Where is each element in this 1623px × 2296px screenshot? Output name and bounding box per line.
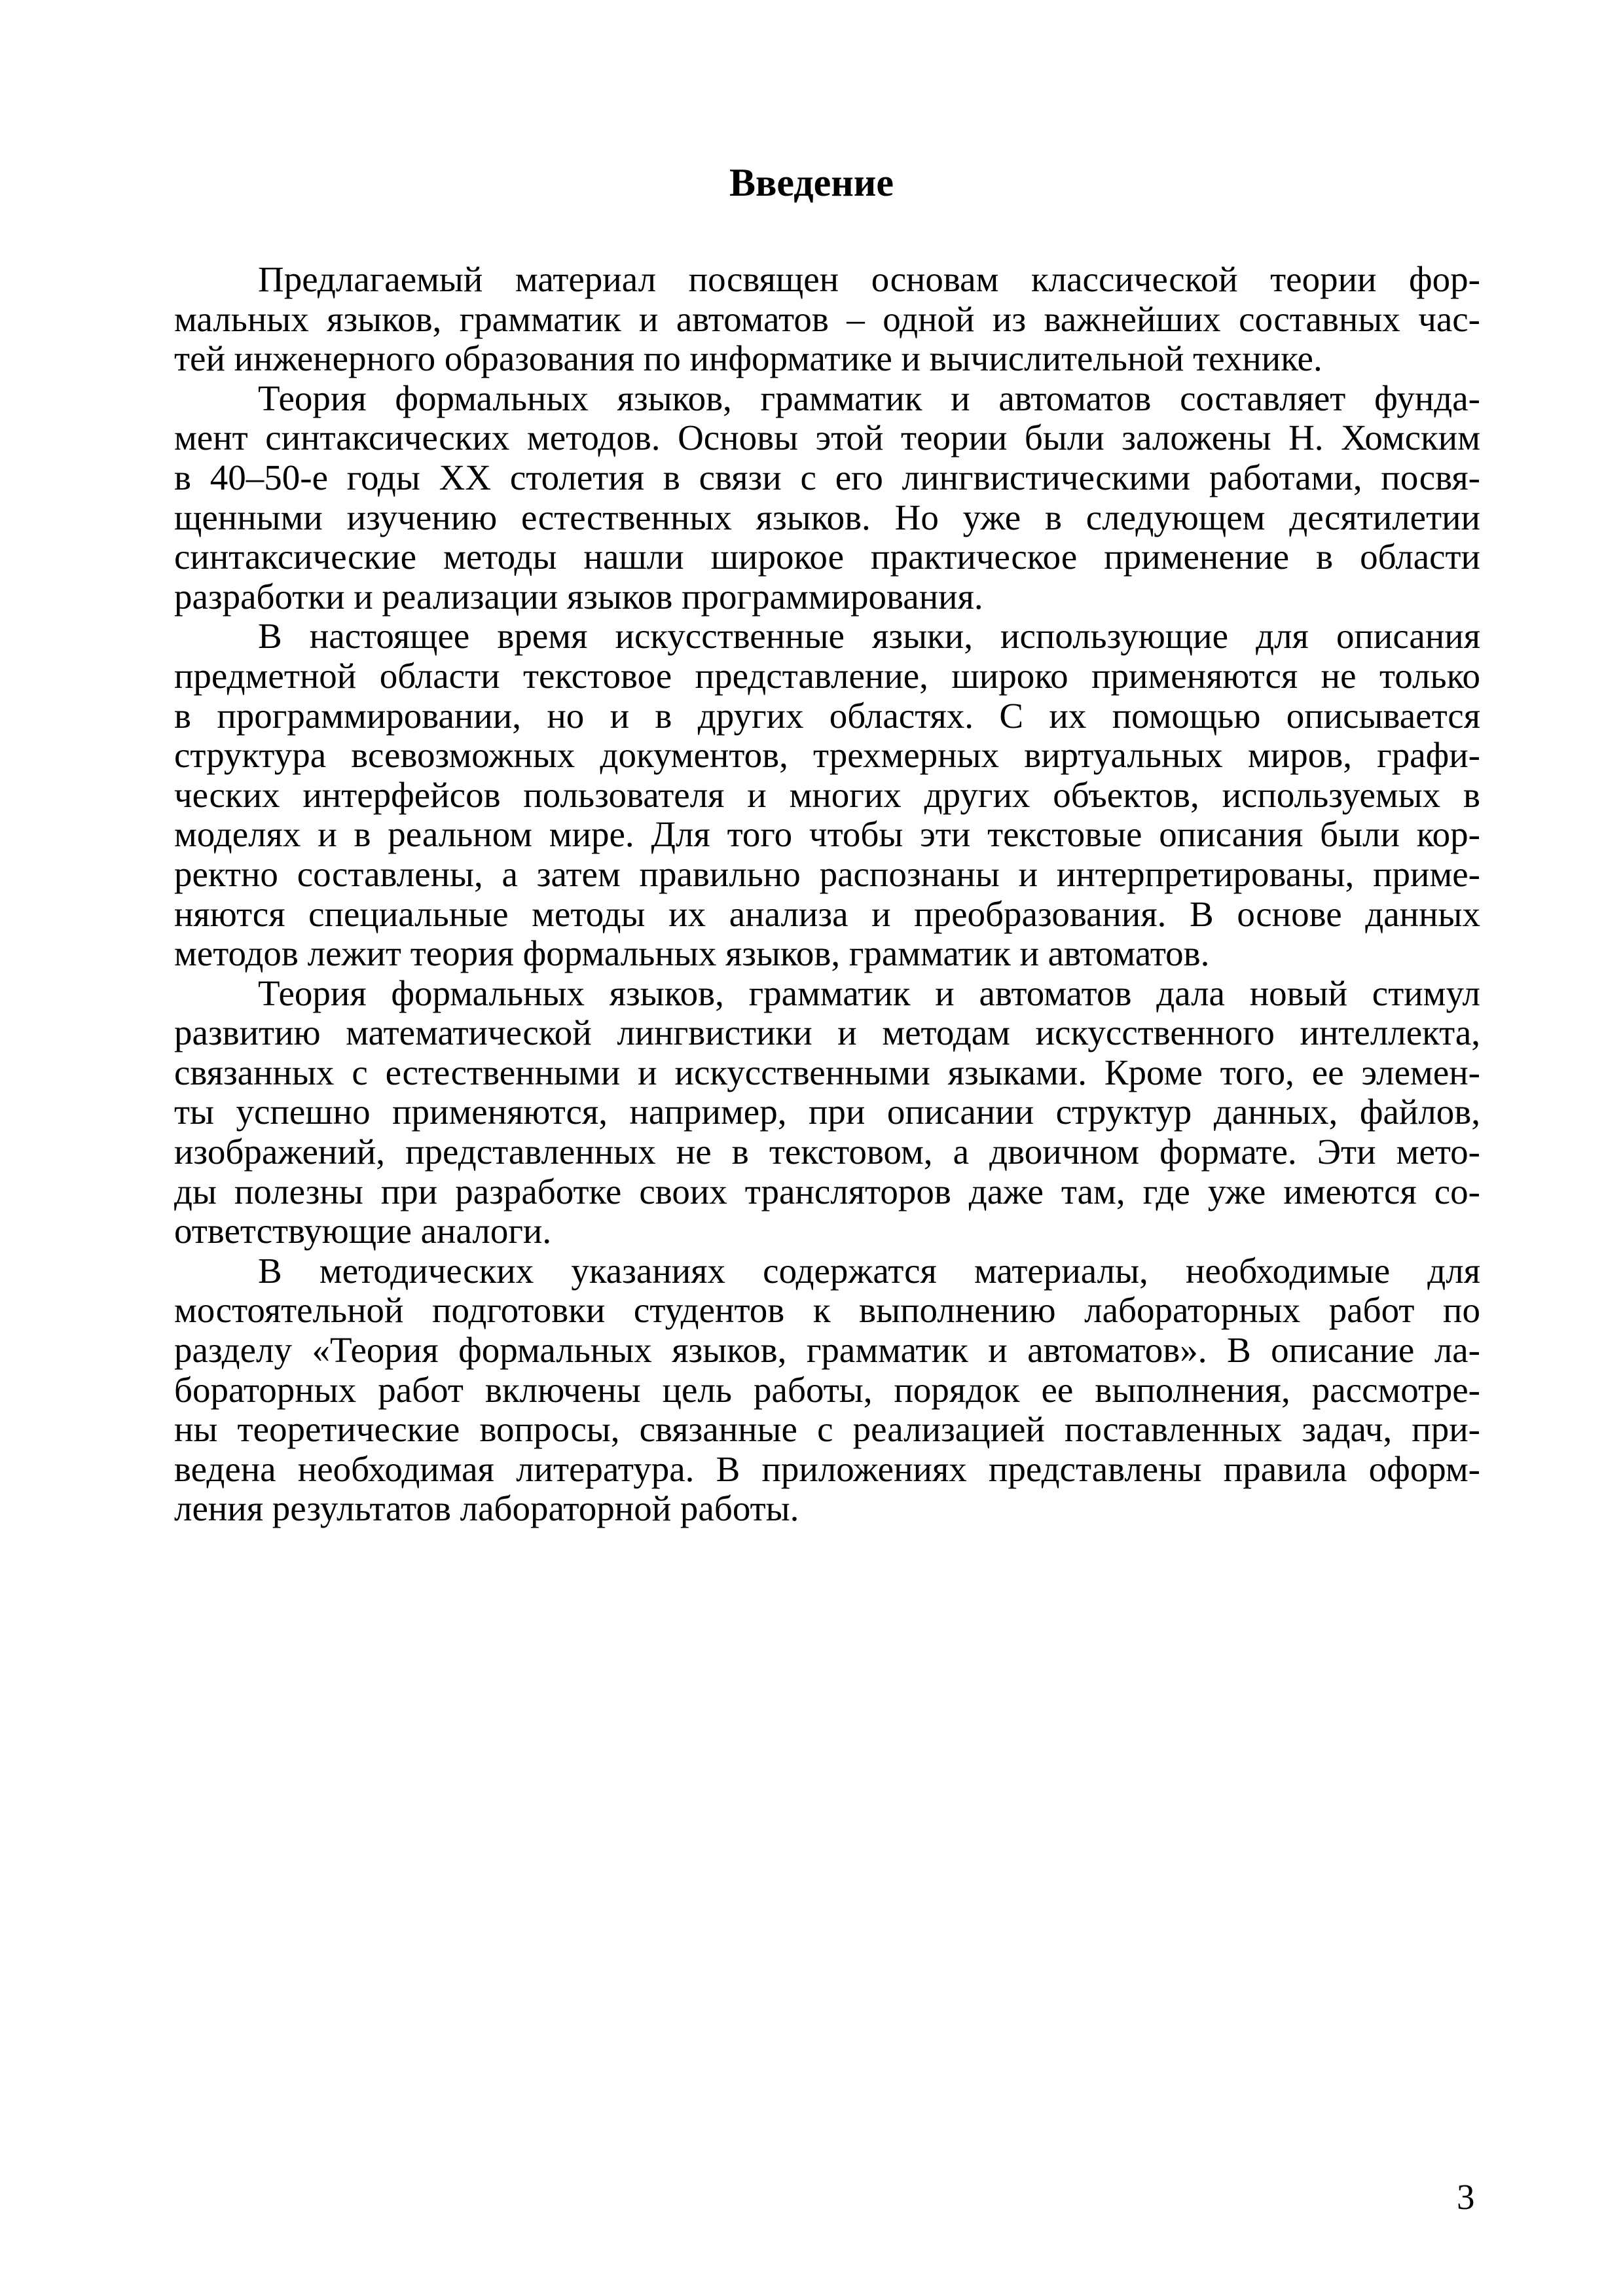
text-line: щенными изучению естественных языков. Но уже в следующем десятилетии	[174, 497, 1480, 537]
text-line: развитию математической лингвистики и методам искусственного интеллекта,	[174, 1013, 1480, 1053]
paragraph	[174, 974, 1480, 1251]
text-line: синтаксические методы нашли широкое практическое применение в области	[174, 537, 1480, 577]
paragraph	[174, 617, 1480, 973]
text-line: изображений, представленных не в текстовом, а двоичном формате. Эти мето-	[174, 1132, 1480, 1172]
text-line: мент синтаксических методов. Основы этой теории были заложены Н. Хомским	[174, 418, 1480, 458]
text-line: бораторных работ включены цель работы, порядок ее выполнения, рассмотре-	[174, 1369, 1480, 1410]
page-number: 3	[1457, 2177, 1475, 2217]
paragraph	[174, 379, 1480, 617]
text-line: В методических указаниях содержатся материалы, необходимые для	[258, 1250, 1480, 1291]
document-body	[174, 260, 1480, 1529]
text-line: ректно составлены, а затем правильно распознаны и интерпретированы, приме-	[174, 853, 1480, 894]
text-line: методов лежит теория формальных языков, грамматик и автоматов.	[174, 933, 1210, 974]
text-line: в программировании, но и в других областях. С их помощью описывается	[174, 695, 1480, 736]
text-line: тей инженерного образования по информатике и вычислительной технике.	[174, 338, 1322, 379]
text-line: в 40–50-е годы XX столетия в связи с его лингвистическими работами, посвя-	[174, 457, 1480, 497]
paragraph	[174, 260, 1480, 379]
text-line: структура всевозможных документов, трехмерных виртуальных миров, графи-	[174, 735, 1480, 776]
text-line: ны теоретические вопросы, связанные с реализацией поставленных задач, при-	[174, 1409, 1480, 1450]
text-line: ды полезны при разработке своих трансляторов даже там, где уже имеются со-	[174, 1171, 1480, 1211]
text-line: ческих интерфейсов пользователя и многих других объектов, используемых в	[174, 774, 1480, 815]
paragraph	[174, 1251, 1480, 1529]
text-line: В настоящее время искусственные языки, использующие для описания	[258, 616, 1480, 656]
text-line: няются специальные методы их анализа и преобразования. В основе данных	[174, 893, 1480, 934]
text-line: ответствующие аналоги.	[174, 1211, 552, 1251]
text-line: Предлагаемый материал посвящен основам классической теории фор-	[258, 259, 1480, 299]
text-line: ты успешно применяются, например, при описании структур данных, файлов,	[174, 1092, 1480, 1132]
text-line: Теория формальных языков, грамматик и автоматов составляет фунда-	[258, 378, 1480, 418]
text-line: моделях и в реальном мире. Для того чтобы эти текстовые описания были кор-	[174, 814, 1480, 855]
text-line: мальных языков, грамматик и автоматов – одной из важнейших составных час-	[174, 298, 1480, 339]
page-title: Введение	[729, 161, 894, 204]
text-line: мостоятельной подготовки студентов к выполнению лабораторных работ по	[174, 1290, 1480, 1331]
text-line: связанных с естественными и искусственными языками. Кроме того, ее элемен-	[174, 1052, 1480, 1092]
text-line: Теория формальных языков, грамматик и автоматов дала новый стимул	[258, 973, 1480, 1013]
text-line: предметной области текстовое представление, широко применяются не только	[174, 655, 1480, 696]
text-line: разделу «Теория формальных языков, грамматик и автоматов». В описание ла-	[174, 1330, 1480, 1371]
text-line: разработки и реализации языков программирования.	[174, 576, 983, 617]
text-line: ведена необходимая литература. В приложениях представлены правила оформ-	[174, 1448, 1480, 1489]
text-line: ления результатов лабораторной работы.	[174, 1488, 799, 1529]
